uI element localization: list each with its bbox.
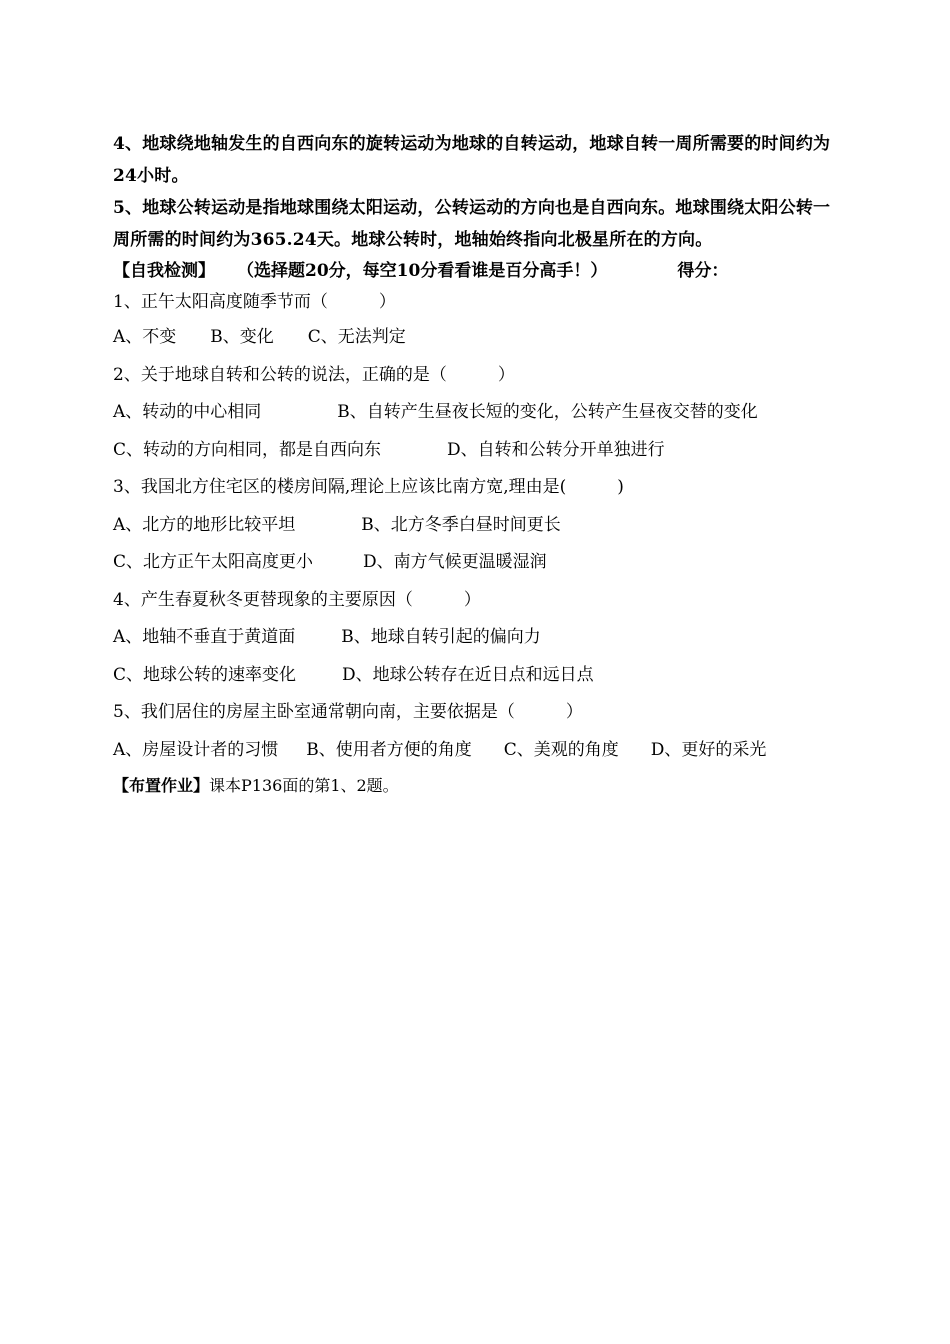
question-3-option-a: A、北方的地形比较平坦	[113, 514, 296, 535]
self-check-note: （选择题20分，每空10分看看谁是百分高手！）	[237, 261, 608, 281]
question-4-options-row-1	[113, 619, 841, 657]
score-label: 得分：	[677, 261, 729, 281]
question-5-options	[113, 732, 841, 770]
knowledge-point-5: 5、地球公转运动是指地球围绕太阳运动，公转运动的方向也是自西向东。地球围绕太阳公转一周所需的时间约为365.24天。地球公转时，地轴始终指向北极星所在的方向。	[113, 198, 831, 250]
homework-title: 【布置作业】	[113, 776, 210, 795]
question-2-options-row-1	[113, 394, 841, 432]
question-4-options-row-2	[113, 657, 841, 695]
question-1-option-b: B、变化	[210, 327, 274, 347]
question-2-option-b: B、自转产生昼夜长短的变化，公转产生昼夜交替的变化	[337, 402, 758, 422]
question-1-option-c: C、无法判定	[307, 327, 406, 347]
question-1-stem: 1、正午太阳高度随季节而（ ）	[113, 292, 396, 312]
question-3-option-c: C、北方正午太阳高度更小	[113, 552, 314, 572]
knowledge-point-4: 4、地球绕地轴发生的自西向东的旋转运动为地球的自转运动，地球自转一周所需要的时间约为24小时。	[113, 134, 831, 186]
worksheet-page	[113, 128, 841, 803]
homework-text: 课本P136面的第1、2题。	[209, 776, 399, 795]
question-2-option-d: D、自转和公转分开单独进行	[447, 439, 665, 460]
question-3-option-d: D、南方气候更温暖湿润	[363, 552, 547, 572]
question-2-stem: 2、关于地球自转和公转的说法，正确的是（ ）	[113, 364, 515, 385]
question-3-options-row-1	[113, 507, 841, 545]
self-check-header	[113, 256, 841, 286]
question-5-option-c: C、美观的角度	[503, 739, 619, 760]
homework-line	[113, 769, 841, 803]
question-4-option-b: B、地球自转引起的偏向力	[341, 627, 541, 647]
question-4-option-d: D、地球公转存在近日点和远日点	[342, 664, 594, 685]
self-check-title: 【自我检测】	[113, 261, 215, 281]
question-3-option-b: B、北方冬季白昼时间更长	[361, 514, 561, 535]
question-4-stem: 4、产生春夏秋冬更替现象的主要原因（ ）	[113, 589, 481, 610]
question-4-option-c: C、地球公转的速率变化	[113, 664, 297, 685]
question-4-option-a: A、地轴不垂直于黄道面	[113, 627, 296, 647]
question-5-option-b: B、使用者方便的角度	[306, 739, 472, 760]
question-5-option-d: D、更好的采光	[650, 739, 767, 760]
question-2-options-row-2	[113, 432, 841, 470]
question-5-option-a: A、房屋设计者的习惯	[113, 739, 279, 760]
question-5-stem: 5、我们居住的房屋主卧室通常朝向南，主要依据是（ ）	[113, 702, 583, 722]
question-1-option-a: A、不变	[113, 327, 177, 347]
question-2-option-c: C、转动的方向相同，都是自西向东	[113, 439, 382, 460]
question-1-options	[113, 319, 841, 357]
question-2-option-a: A、转动的中心相同	[113, 402, 262, 422]
question-3-stem: 3、我国北方住宅区的楼房间隔,理论上应该比南方宽,理由是( )	[113, 477, 624, 497]
question-3-options-row-2	[113, 544, 841, 582]
